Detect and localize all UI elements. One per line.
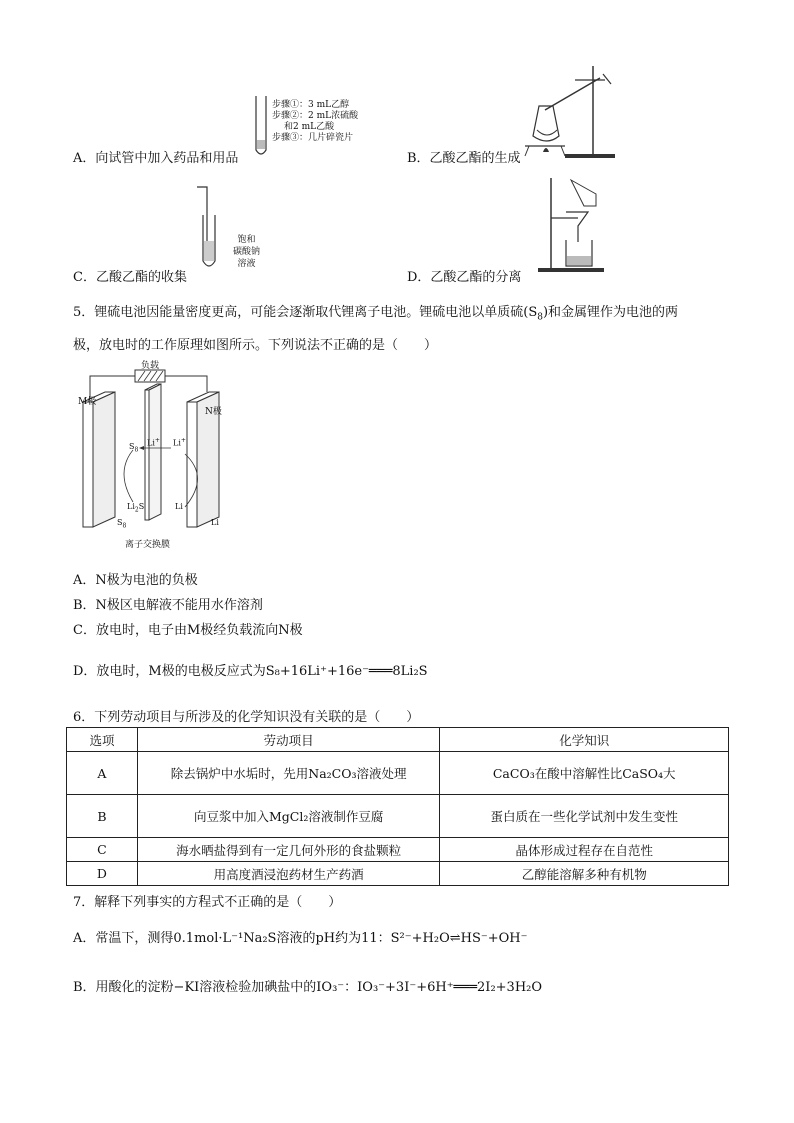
reaction-apparatus-figure [515,60,615,162]
label-n-pole: N极 [205,407,222,417]
q5-option-b: B．N极区电解液不能用水作溶剂 [73,598,263,613]
q7-option-b: B．用酸化的淀粉−KI溶液检验加碘盐中的IO₃⁻：IO₃⁻+3I⁻+6H⁺═══2I₂+3H₂O [73,980,543,995]
step-1: 步骤①：3 mL乙醇 [272,100,350,110]
table-header-row [67,728,729,752]
q4-option-b: B．乙酸乙酯的生成 [407,151,521,166]
label-s8: $S_8$ [129,442,139,454]
battery-diagram [75,362,235,552]
label-li-right: Li [175,502,183,511]
label-s8-bottom: $S_8$ [117,518,127,530]
q5-option-a: A．N极为电池的负极 [73,573,198,588]
q6-table [66,727,729,886]
q5-stem-line2: 极，放电时的工作原理如图所示。下列说法不正确的是（ ） [73,338,438,353]
label-li-ion-right: Li+ [173,437,186,448]
step-3: 步骤③：几片碎瓷片 [272,133,354,143]
q5-stem-line1: 5．锂硫电池因能量密度更高，可能会逐渐取代锂离子电池。锂硫电池以单质硫$(S_8)$和金属锂作为电池的两 [73,305,679,323]
q7-option-b-equation: IO₃⁻+3I⁻+6H⁺═══2I₂+3H₂O [357,980,543,995]
step-2: 步骤②：2 mL浓硫酸 [272,111,359,121]
label-li-ion-left: Li+ [147,437,160,448]
label-li2s: $Li_2S$ [127,502,145,514]
q7-stem: 7．解释下列事实的方程式不正确的是（ ） [73,895,342,910]
table-row: B 向豆浆中加入MgCl₂溶液制作豆腐 蛋白质在一些化学试剂中发生变性 [67,795,729,838]
q5-option-c: C．放电时，电子由M极经负载流向N极 [73,623,303,638]
q4-option-a: A．向试管中加入药品和用品 [73,151,239,166]
collection-tube-figure [195,185,227,275]
table-header: 选项 [67,728,138,752]
q4-option-d: D．乙酸乙酯的分离 [407,270,522,285]
label-load: 负载 [141,361,160,371]
q4-option-c: C．乙酸乙酯的收集 [73,270,187,285]
q5-option-d: D．放电时，M极的电极反应式为S₈+16Li⁺+16e⁻═══8Li₂S [73,664,428,679]
q7-option-a: A．常温下，测得0.1mol·L⁻¹Na₂S溶液的pH约为11：S²⁻+H₂O⇌HS⁻+OH⁻ [73,931,528,946]
separation-apparatus-figure [536,176,606,276]
label-m-pole: M极 [78,397,97,407]
q5-option-d-equation: S₈+16Li⁺+16e⁻═══8Li₂S [265,664,428,679]
label-membrane: 离子交换膜 [125,540,171,550]
solution-label: 饱和 碳酸钠 溶液 [233,235,261,269]
label-li-bottom: Li [211,518,219,527]
table-row: D 用高度酒浸泡药材生产药酒 乙醇能溶解多种有机物 [67,862,729,886]
table-header: 劳动项目 [137,728,440,752]
steps-text [272,100,358,144]
table-row: C 海水晒盐得到有一定几何外形的食盐颗粒 晶体形成过程存在自范性 [67,838,729,862]
q6-stem: 6．下列劳动项目与所涉及的化学知识没有关联的是（ ） [73,710,420,725]
table-row: A 除去锅炉中水垢时，先用Na₂CO₃溶液处理 CaCO₃在酸中溶解性比CaSO₄大 [67,752,729,795]
q7-option-a-equation: S²⁻+H₂O⇌HS⁻+OH⁻ [390,931,528,946]
step-2b: 和2 mL乙酸 [284,122,335,132]
table-header: 化学知识 [440,728,729,752]
